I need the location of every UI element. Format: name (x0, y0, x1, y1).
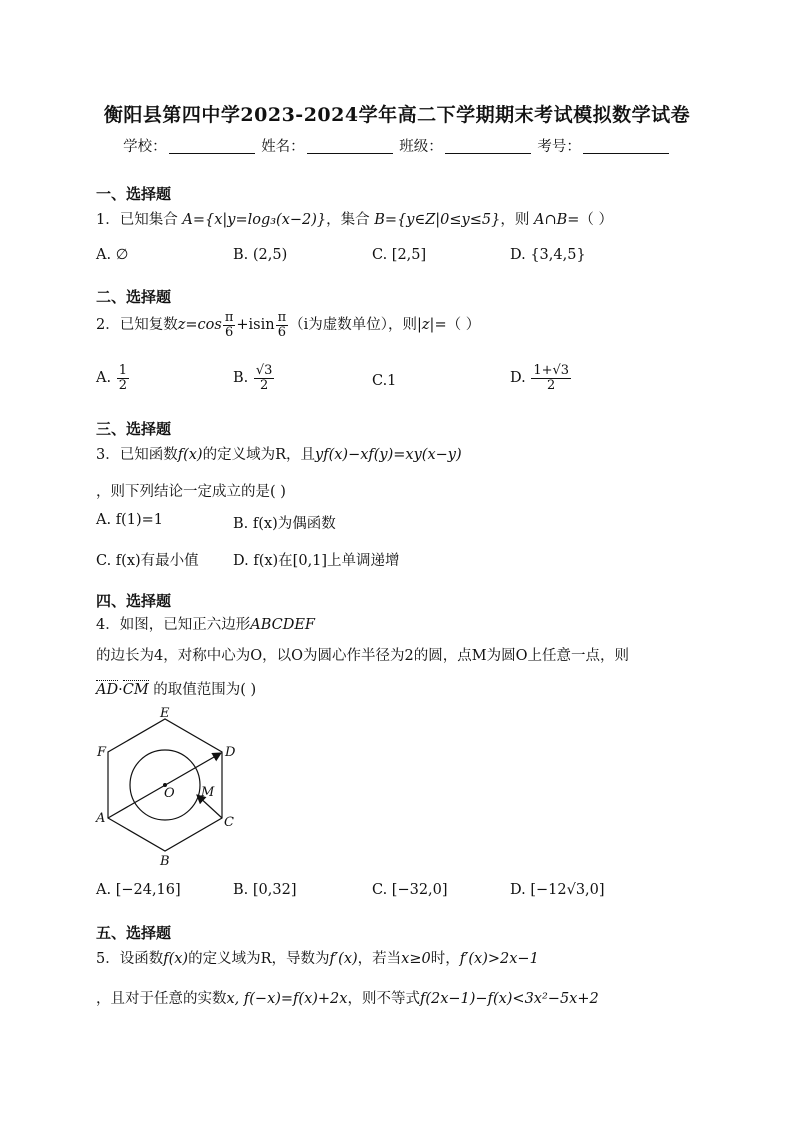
class-blank[interactable] (445, 139, 531, 154)
q3-option-b[interactable]: B. f(x)为偶函数 (233, 516, 336, 532)
q2-b-fraction (254, 364, 275, 392)
label-m: M (201, 785, 215, 800)
section-heading-3: 三、选择题 (96, 420, 172, 438)
question-3-stem-cont: ，则下列结论一定成立的是( ) (96, 484, 286, 500)
q4-text-c: 的取值范围为( ) (153, 682, 257, 698)
q4-option-d[interactable]: D. [−12√3,0] (510, 882, 605, 898)
name-blank[interactable] (307, 139, 393, 154)
q3-equation: yf(x)−xf(y)=xy(x−y) (315, 447, 462, 463)
q5-functional-equation: x, f(−x)=f(x)+2x (226, 991, 348, 1007)
question-5-stem-cont (96, 987, 599, 1008)
q5-condition: x≥0 (401, 951, 431, 967)
option-label: D. (510, 370, 526, 387)
label-f: F (97, 745, 107, 760)
q5-derivative: f′(x) (329, 951, 358, 967)
q4-text-a: 4．如图，已知正六边形 (96, 617, 251, 633)
q2-pi-over-6-b (276, 311, 289, 339)
name-label: 姓名： (261, 139, 305, 155)
q1-option-d[interactable]: D. {3,4,5} (510, 247, 586, 263)
frac-den: 6 (224, 324, 234, 340)
q2-option-c[interactable]: C.1 (372, 373, 397, 389)
dot-operator: · (118, 682, 123, 698)
frac-den: 2 (118, 377, 127, 393)
q1-text-b: ，集合 (326, 212, 370, 228)
q5-derivative-inequality: f′(x)>2x−1 (459, 951, 539, 967)
q4-option-a[interactable]: A. [−24,16] (96, 882, 181, 898)
label-a: A (96, 811, 106, 826)
q2-abs-z: |z| (417, 317, 435, 334)
q1-option-b[interactable]: B. (2,5) (233, 247, 288, 263)
label-b: B (160, 854, 170, 866)
q5-target-inequality: f(2x−1)−f(x)<3x²−5x+2 (419, 991, 599, 1007)
q2-pi-over-6-a (223, 311, 236, 339)
option-label: A. (96, 370, 112, 387)
q5-text-c: ，若当 (357, 951, 402, 967)
frac-num: √3 (255, 363, 273, 378)
question-4-stem (96, 613, 315, 634)
school-label: 学校： (123, 139, 167, 155)
q3-option-d[interactable]: D. f(x)在[0,1]上单调递增 (233, 553, 400, 569)
hexagon-circle-figure (94, 706, 244, 866)
q1-expression: A∩B (533, 212, 568, 228)
q3-text-a: 3．已知函数 (96, 447, 178, 463)
question-1-stem (96, 208, 613, 229)
question-2-stem (96, 311, 480, 339)
q2-plus-isin: +isin (236, 317, 275, 334)
q2-z-eq: z=cos (177, 317, 222, 334)
question-5-stem (96, 947, 539, 968)
q1-option-c[interactable]: C. [2,5] (372, 247, 427, 263)
q5-fx: f(x) (163, 951, 189, 967)
class-label: 班级： (399, 139, 443, 155)
vector-cm: CM (122, 682, 149, 698)
q5-text-e: ，且对于任意的实数 (96, 991, 227, 1007)
frac-den: 2 (260, 377, 269, 393)
frac-num: 1+√3 (533, 363, 570, 378)
frac-num: π (224, 310, 234, 325)
q1-text-d: =（ ） (567, 212, 614, 228)
section-heading-4: 四、选择题 (96, 592, 172, 610)
section-heading-5: 五、选择题 (96, 924, 172, 942)
q5-text-a: 5．设函数 (96, 951, 164, 967)
q2-text-b: （i为虚数单位），则 (289, 317, 418, 334)
q3-text-b: 的定义域为R，且 (202, 447, 316, 463)
section-heading-1: 一、选择题 (96, 185, 172, 203)
question-3-stem (96, 443, 462, 464)
frac-den: 2 (547, 377, 556, 393)
q2-option-a[interactable] (96, 364, 130, 392)
number-label: 考号： (537, 139, 581, 155)
q2-a-fraction (117, 364, 129, 392)
q2-option-d[interactable] (510, 364, 572, 392)
q2-option-b[interactable] (233, 364, 275, 392)
q2-text-a: 2．已知复数 (96, 317, 178, 334)
q1-text-a: 1．已知集合 (96, 212, 178, 228)
q1-set-b: B={y∈Z|0≤y≤5} (374, 212, 501, 228)
number-blank[interactable] (583, 139, 669, 154)
vector-ad: AD (96, 682, 119, 698)
section-heading-2: 二、选择题 (96, 288, 172, 306)
label-c: C (224, 815, 234, 830)
q4-hexagon-name: ABCDEF (250, 617, 315, 633)
q1-text-c: ，则 (500, 212, 530, 228)
q1-option-a[interactable]: A. ∅ (96, 247, 129, 263)
frac-num: 1 (118, 363, 127, 378)
label-d: D (225, 745, 236, 760)
frac-num: π (277, 310, 287, 325)
q5-text-b: 的定义域为R，导数为 (188, 951, 330, 967)
question-4-stem-end (96, 678, 256, 699)
frac-den: 6 (277, 324, 286, 340)
option-label: B. (233, 370, 249, 387)
label-o: O (164, 786, 175, 801)
label-e: E (160, 706, 170, 721)
q1-set-a: A={x|y=log₃(x−2)} (182, 212, 327, 228)
exam-title: 衡阳县第四中学2023-2024学年高二下学期期末考试模拟数学试卷 (103, 104, 691, 126)
q4-option-b[interactable]: B. [0,32] (233, 882, 297, 898)
q2-d-fraction (531, 364, 571, 392)
q5-text-d: 时， (430, 951, 460, 967)
school-blank[interactable] (169, 139, 255, 154)
q3-option-c[interactable]: C. f(x)有最小值 (96, 553, 199, 569)
q2-text-c: =（ ） (434, 317, 481, 334)
question-4-stem-cont: 的边长为4，对称中心为O，以O为圆心作半径为2的圆，点M为圆O上任意一点，则 (96, 648, 629, 664)
student-info-line (0, 135, 794, 156)
q5-text-f: ，则不等式 (347, 991, 420, 1007)
q3-option-a[interactable]: A. f(1)=1 (96, 512, 163, 528)
q4-option-c[interactable]: C. [−32,0] (372, 882, 448, 898)
q3-fx: f(x) (177, 447, 203, 463)
